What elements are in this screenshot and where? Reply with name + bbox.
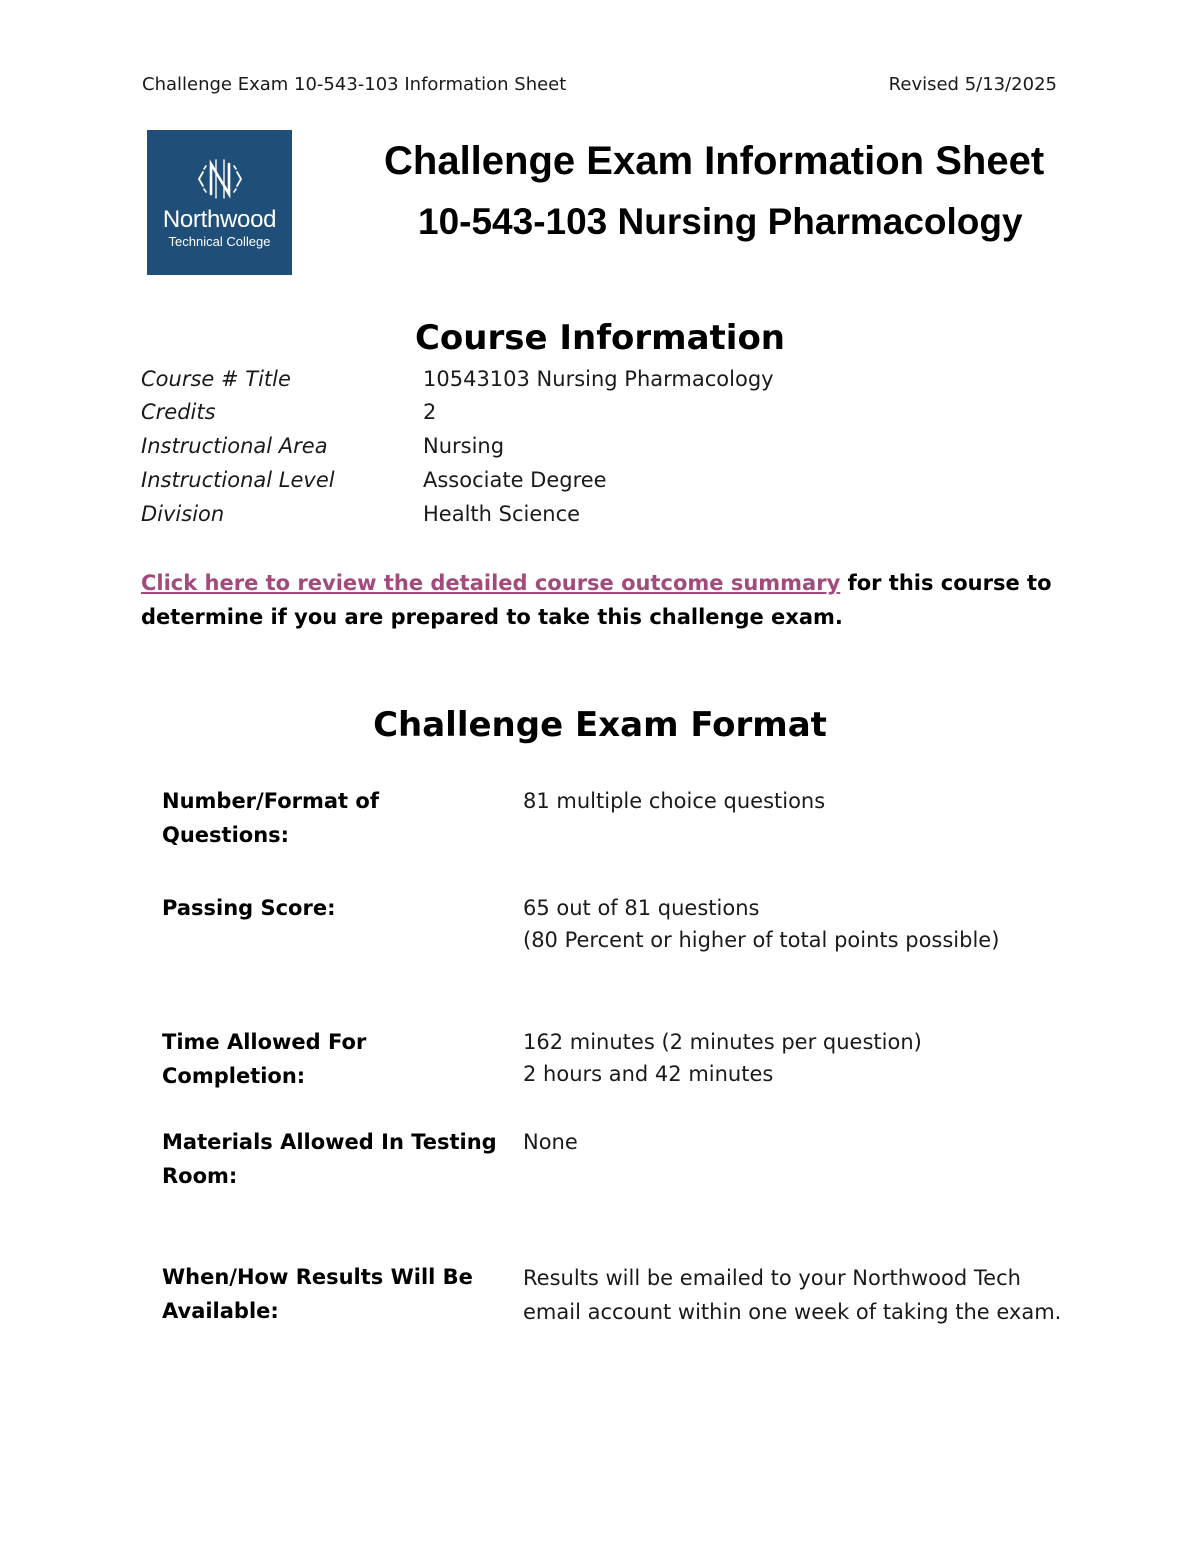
- division-value: Health Science: [423, 502, 581, 526]
- value-line: (80 Percent or higher of total points possible): [523, 928, 1000, 952]
- results-availability-label: When/How Results Will Be Available:: [162, 1265, 473, 1323]
- passing-score-value: [523, 892, 1103, 956]
- value-line: email account within one week of taking the exam.: [523, 1300, 1062, 1324]
- instructional-level-label: Instructional Level: [141, 468, 335, 492]
- course-information-heading: Course Information: [414, 318, 786, 358]
- course-outcome-paragraph: [141, 566, 1061, 634]
- instructional-area-value: Nursing: [423, 434, 505, 458]
- course-title-value: 10543103 Nursing Pharmacology: [423, 367, 774, 391]
- value-line: 2 hours and 42 minutes: [523, 1062, 774, 1086]
- credits-value: 2: [423, 400, 437, 424]
- division-label: Division: [141, 502, 225, 526]
- value-line: 65 out of 81 questions: [523, 896, 760, 920]
- value-line: 162 minutes (2 minutes per question): [523, 1030, 922, 1054]
- instructional-level-value: Associate Degree: [423, 468, 607, 492]
- results-availability-value: [523, 1261, 1103, 1329]
- value-line: Results will be emailed to your Northwood Tech: [523, 1266, 1021, 1290]
- materials-allowed-value: [523, 1126, 1103, 1158]
- document-subtitle: 10-543-103 Nursing Pharmacology: [418, 201, 1023, 242]
- value-line: None: [523, 1130, 578, 1154]
- number-format-questions-label: Number/Format of Questions:: [162, 789, 379, 847]
- instructional-area-label: Instructional Area: [141, 434, 328, 458]
- course-outcome-summary-link[interactable]: Click here to review the detailed course outcome summary: [141, 571, 841, 595]
- header-revised-date: Revised 5/13/2025: [888, 74, 1057, 95]
- header-left-text: Challenge Exam 10-543-103 Information Sheet: [142, 74, 567, 95]
- logo-name: Northwood: [162, 206, 277, 233]
- credits-label: Credits: [141, 400, 216, 424]
- materials-allowed-label: Materials Allowed In Testing Room:: [162, 1130, 497, 1188]
- number-format-questions-value: [523, 785, 1103, 817]
- course-title-label: Course # Title: [141, 367, 291, 391]
- northwood-n-emblem-icon: [195, 154, 245, 204]
- course-outcome-paragraph-text: for this course to determine if you are prepared to take this challenge exam.: [141, 571, 1052, 629]
- document-title: Challenge Exam Information Sheet: [384, 139, 1045, 183]
- passing-score-label: Passing Score:: [162, 896, 336, 920]
- logo-subtitle: Technical College: [168, 234, 271, 249]
- value-line: 81 multiple choice questions: [523, 789, 826, 813]
- time-allowed-value: [523, 1026, 1103, 1090]
- northwood-logo: [147, 130, 292, 275]
- time-allowed-label: Time Allowed For Completion:: [162, 1030, 367, 1088]
- challenge-exam-format-heading: Challenge Exam Format: [373, 705, 827, 745]
